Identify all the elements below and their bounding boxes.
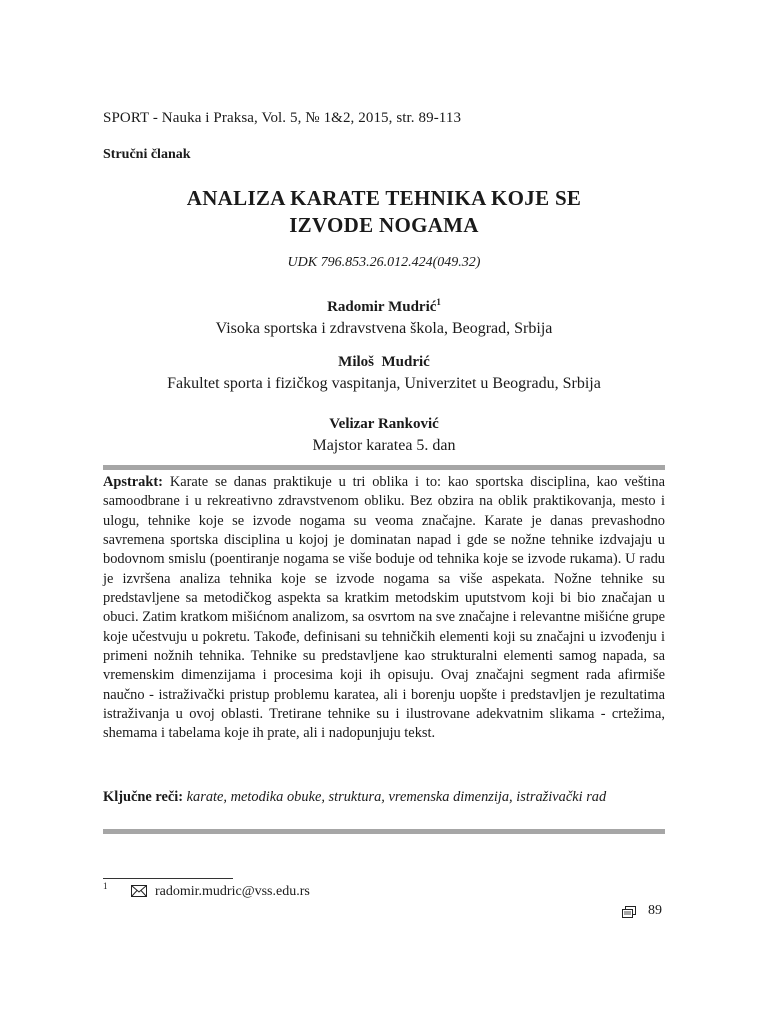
author-name-1 [0,292,768,318]
keywords-label: Ključne reči: [103,789,184,805]
footnote-rule [103,878,233,879]
author-name-1-text: Radomir Mudrić [327,299,437,315]
udk-code: UDK 796.853.26.012.424(049.32) [287,255,481,270]
article-title-line-2: IZVODE NOGAMA [289,213,479,237]
author-affiliation-3: Majstor karatea 5. dan [312,437,456,454]
abstract-bottom-rule [103,829,665,834]
keywords-text: karate, metodika obuke, struktura, vremenska dimenzija, istraživački rad [186,789,607,805]
abstract-text: Karate se danas praktikuje u tri oblika i to: kao sportska disciplina, kao veština samoodbrane i u rekreativno zdravstvenom obliku. Bez obzira na oblik praktikovanja, mesto i ulogu, tehnike koje se izvode nogama su veoma značajne. Karate je danas prevashodno savremena sportska disciplina u kojoj je dominatan napad i gde se nožne tehnike izdvajaju u bodovnom smislu (poentiranje nogama se više boduje od tehnika koje se izvode rukama). U radu je izvršena analiza tehnika koje se izvode nogama sa više aspekata. Nožne tehnike su predstavljene sa metodičkog aspekta sa kratkim metodskim uputstvom koji bi bio značajan u obuci. Zatim kratkom mišićnom analizom, sa osvrtom na sve značajne i relevantne mišićne grupe koje učestvuju u pokretu. Takođe, definisani su tehničkih elementi koji su značajni u izvođenju i primeni nožnih tehnika. Tehnike su predstavljene kao strukturalni elementi samog napada, sa vremenskim dimenzijama i procesima koji ih opisuju. Ovaj značajni segment rada afirmiše naučno - istraživački pristup problemu karatea, ali i borenju uopšte i predstavljen je rezultatima istraživanja u ovoj oblasti. Tretirane tehnike su i ilustrovane adekvatnim slikama - crtežima, shemama i tabelama koje ih prate, ali i nadopunjuju tekst. [103,474,666,742]
author-name-2: Miloš Mudrić [338,354,430,370]
article-title-line-1: ANALIZA KARATE TEHNIKA KOJE SE [186,186,582,210]
article-type: Stručni članak [103,147,191,162]
abstract [103,473,665,744]
article-title [0,185,768,239]
keywords [103,788,665,807]
author-affiliation-1: Visoka sportska i zdravstvena škola, Beograd, Srbija [215,320,553,337]
author-block-3 [0,414,768,456]
author-name-3: Velizar Ranković [329,416,439,432]
author-affiliation-2: Fakultet sporta i fizičkog vaspitanja, Univerzitet u Beogradu, Srbija [167,375,601,392]
author-block-1 [0,292,768,339]
journal-citation: SPORT - Nauka i Praksa, Vol. 5, № 1&2, 2015, str. 89-113 [103,110,462,126]
page-number: 89 [648,903,662,918]
footnote-number: 1 [103,881,108,891]
footnote-marker: 1 [436,297,441,307]
abstract-top-rule [103,465,665,470]
author-block-2 [0,352,768,394]
abstract-label: Apstrakt: [103,474,163,490]
envelope-icon [131,885,147,902]
footnote-email[interactable]: radomir.mudric@vss.edu.rs [155,884,310,899]
book-icon [622,906,636,923]
